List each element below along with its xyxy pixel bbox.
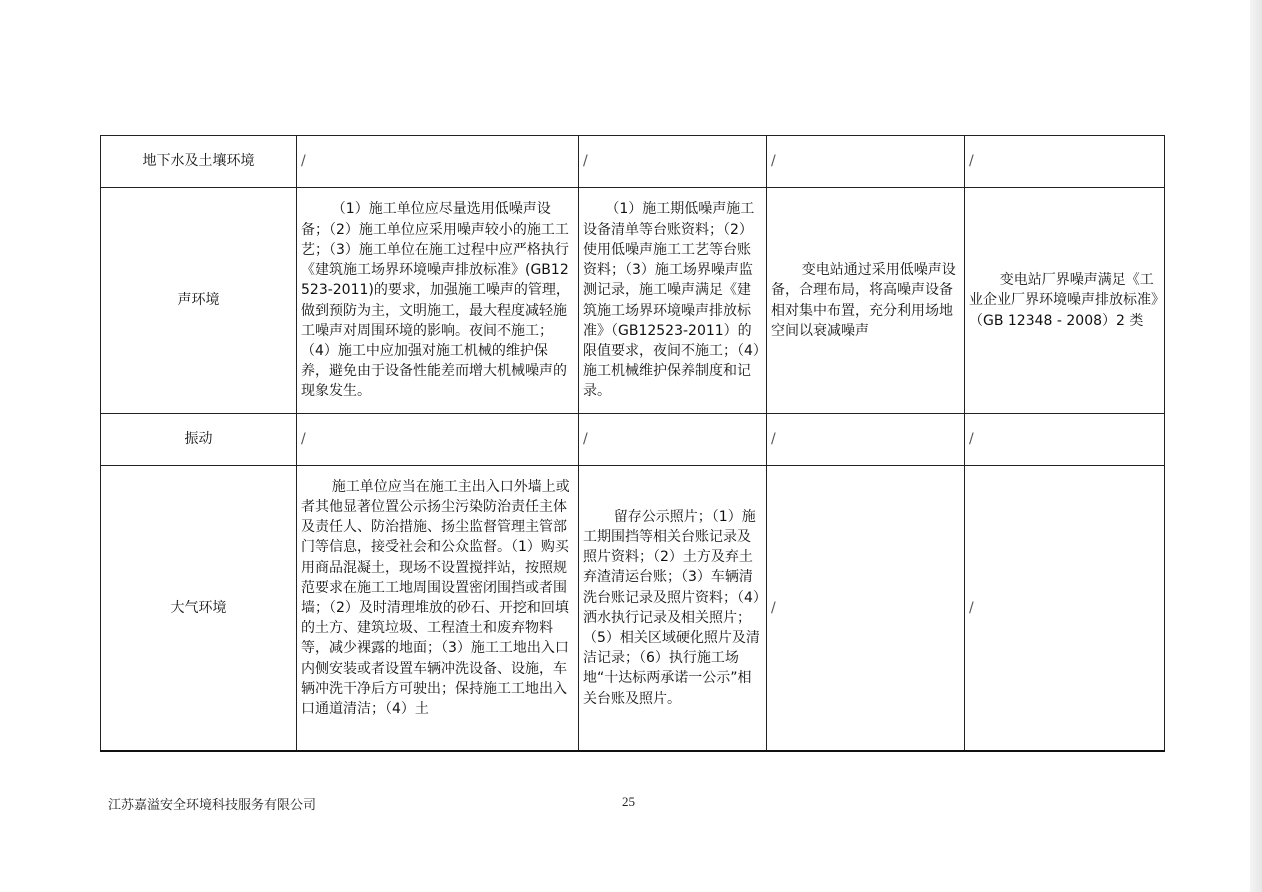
measures-cell: / — [297, 414, 579, 466]
measures-cell-container — [297, 188, 579, 414]
table-row-groundwater — [101, 136, 1165, 188]
category-cell: 振动 — [101, 414, 297, 466]
substation-cell: / — [767, 414, 965, 466]
table-row-vibration — [101, 414, 1165, 466]
substation-cell: 变电站通过采用低噪声设备，合理布局，将高噪声设备相对集中布置，充分利用场地空间以衰减噪声 — [771, 262, 956, 339]
environmental-measures-table — [100, 135, 1165, 752]
records-cell: 留存公示照片；（1）施工期围挡等相关台账记录及照片资料；（2）土方及弃土弃渣清运台账；（3）车辆清洗台账记录及照片资料；（4）洒水执行记录及相关照片；（5）相关区域硬化照片及清洁记录；（6）执行施工场地“十达标两承诺一公示”相关台账及照片。 — [583, 508, 760, 707]
standard-cell-container — [965, 188, 1165, 414]
standard-cell: / — [965, 466, 1165, 751]
category-cell: 声环境 — [101, 188, 297, 414]
standard-cell: 变电站厂界噪声满足《工业企业厂界环境噪声排放标准》（GB 12348 - 2008）2 类 — [969, 272, 1158, 329]
table-row-noise — [101, 188, 1165, 414]
standard-cell: / — [965, 136, 1165, 188]
records-cell-container — [579, 466, 767, 751]
substation-cell: / — [767, 466, 965, 751]
records-cell: / — [579, 136, 767, 188]
footer-company-name: 江苏嘉溢安全环境科技服务有限公司 — [108, 798, 317, 813]
page-number: 25 — [622, 794, 635, 809]
records-cell: （1）施工期低噪声施工设备清单等台账资料；（2）使用低噪声施工工艺等台账资料；（3）施工场界噪声监测记录，施工噪声满足《建筑施工场界环境噪声排放标准》（GB12523-2011）的限值要求，夜间不施工；（4）施工机械维护保养制度和记录。 — [583, 201, 760, 400]
table-row-air — [101, 466, 1165, 751]
measures-cell: / — [297, 136, 579, 188]
substation-cell: / — [767, 136, 965, 188]
category-cell: 地下水及土壤环境 — [101, 136, 297, 188]
records-cell: / — [579, 414, 767, 466]
category-cell: 大气环境 — [101, 466, 297, 751]
substation-cell-container — [767, 188, 965, 414]
records-cell-container — [579, 188, 767, 414]
measures-cell: （1）施工单位应尽量选用低噪声设备；（2）施工单位应采用噪声较小的施工工艺；（3）施工单位在施工过程中应严格执行《建筑施工场界环境噪声排放标准》(GB12523-2011)的要求，加强施工噪声的管理，做到预防为主，文明施工，最大程度减轻施工噪声对周围环境的影响。夜间不施工；（4）施工中应加强对施工机械的维护保养，避免由于设备性能差而增大机械噪声的现象发生。 — [301, 201, 570, 400]
measures-cell: 施工单位应当在施工主出入口外墙上或者其他显著位置公示扬尘污染防治责任主体及责任人、防治措施、扬尘监督管理主管部门等信息，接受社会和公众监督。（1）购买用商品混凝土，现场不设置搅拌站，按照规范要求在施工工地周围设置密闭围挡或者围墙；（2）及时清理堆放的砂石、开挖和回填的土方、建筑垃圾、工程渣土和废弃物料等，减少裸露的地面；（3）施工工地出入口内侧安装或者设置车辆冲洗设备、设施，车辆冲洗干净后方可驶出；保持施工工地出入口通道清洁；（4）土 — [301, 478, 570, 717]
measures-cell-container — [297, 466, 579, 751]
page-edge-shadow — [1250, 0, 1262, 892]
standard-cell: / — [965, 414, 1165, 466]
